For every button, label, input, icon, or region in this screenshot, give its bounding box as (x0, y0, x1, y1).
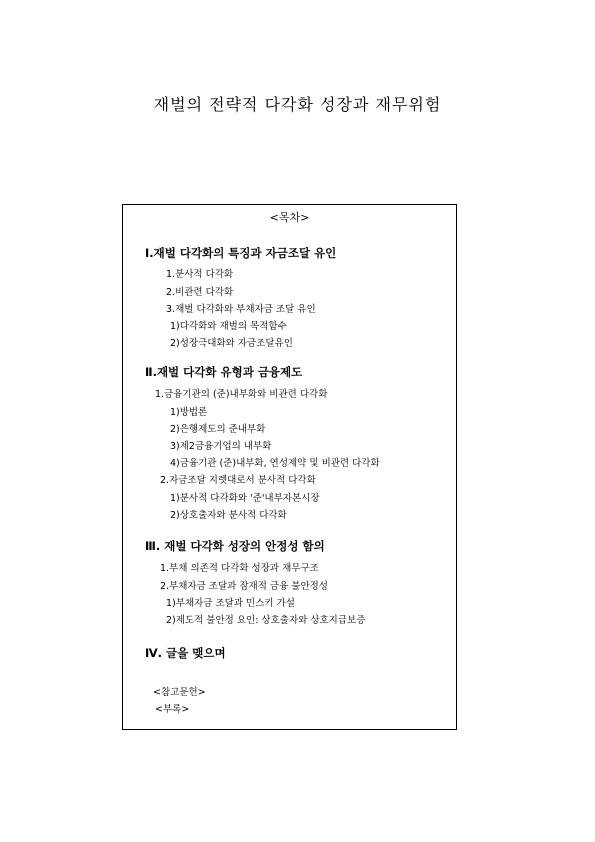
toc-item: 1.금융기관의 (준)내부화와 비관련 다각화 (155, 389, 328, 400)
table-of-contents (122, 204, 457, 730)
section-heading-2: Ⅱ.재벌 다각화 유형과 금융제도 (145, 365, 303, 379)
toc-references: <참고문헌> (153, 687, 206, 698)
document-title: 재벌의 전략적 다각화 성장과 재무위험 (153, 95, 442, 114)
toc-heading: <목차> (269, 211, 310, 224)
toc-item: 2.자금조달 지렛대로서 분사적 다각화 (160, 475, 316, 486)
toc-subitem: 2)은행제도의 준내부화 (170, 424, 266, 435)
section-heading-4: Ⅳ. 글을 맺으며 (145, 646, 226, 660)
toc-subitem: 1)부채자금 조달과 민스키 가설 (166, 598, 295, 609)
toc-subitem: 3)제2금융기업의 내부화 (170, 441, 272, 452)
toc-subitem: 2)제도적 불안정 요인: 상호출자와 상호지급보증 (166, 615, 366, 626)
toc-subitem: 4)금융기관 (준)내부화, 연성제약 및 비관련 다각화 (170, 458, 380, 469)
toc-subitem: 1)분사적 다각화와 '준'내부자본시장 (170, 493, 320, 504)
toc-subitem: 1)다각화와 재벌의 목적함수 (170, 321, 287, 332)
toc-item: 2.비관련 다각화 (166, 287, 234, 298)
section-heading-3: Ⅲ. 재벌 다각화 성장의 안정성 함의 (145, 539, 325, 553)
toc-item: 1.부채 의존적 다각화 성장과 재무구조 (160, 563, 319, 574)
toc-appendix: <부록> (155, 704, 190, 715)
toc-item: 2.부채자금 조달과 잠재적 금융 불안정성 (160, 581, 328, 592)
toc-item: 3.재벌 다각화와 부채자금 조달 유인 (166, 304, 316, 315)
toc-subitem: 2)성장극대화와 자금조달유인 (170, 338, 293, 349)
section-heading-1: Ⅰ.재벌 다각화의 특징과 자금조달 유인 (145, 246, 337, 260)
toc-item: 1.분사적 다각화 (166, 269, 234, 280)
toc-subitem: 1)방법론 (170, 407, 208, 418)
toc-subitem: 2)상호출자와 분사적 다각화 (170, 510, 287, 521)
